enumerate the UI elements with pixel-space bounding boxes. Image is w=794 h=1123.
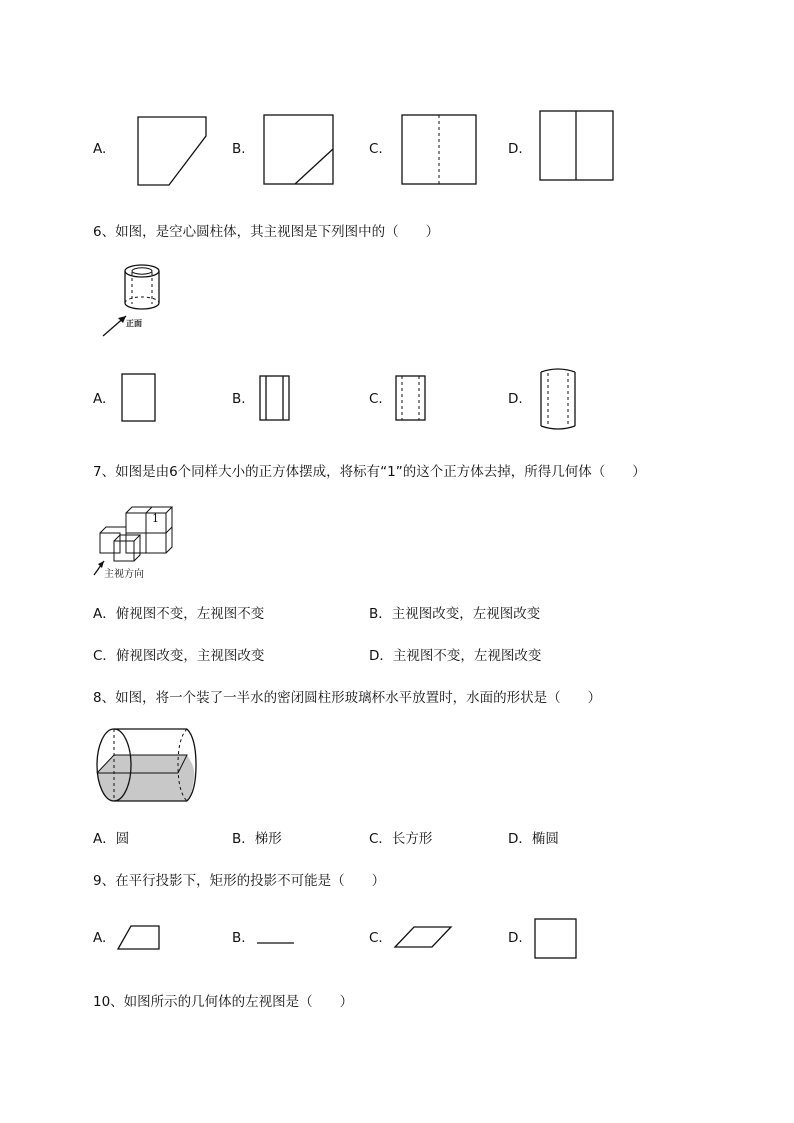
q5-option-c-label: C.: [369, 141, 383, 157]
q9-option-d-label: D.: [508, 930, 523, 946]
q7-option-d: D．主视图不变，左视图改变: [369, 648, 542, 664]
q7-figure-label: 主视方向: [104, 569, 144, 580]
q7-option-a: A．俯视图不变，左视图不变: [93, 606, 265, 622]
q6-option-d-figure: [538, 368, 580, 432]
q7-option-c: C．俯视图改变，主视图改变: [93, 648, 265, 664]
q6-option-b-label: B.: [232, 391, 246, 407]
q5-option-b-figure: [263, 114, 335, 186]
q10-stem: 10、如图所示的几何体的左视图是（ ）: [93, 994, 354, 1010]
q7-option-b: B．主视图改变，左视图改变: [369, 606, 541, 622]
q5-option-a-label: A.: [93, 141, 107, 157]
q8-option-b: B．梯形: [232, 831, 282, 847]
q6-stem: 6、如图，是空心圆柱体，其主视图是下列图中的（ ）: [93, 224, 440, 240]
q8-option-a: A．圆: [93, 831, 130, 847]
q8-option-d: D．椭圆: [508, 831, 559, 847]
q7-stem: 7、如图是由6个同样大小的正方体摆成，将标有“1”的这个正方体去掉，所得几何体（ ）: [93, 464, 646, 480]
q9-option-c-label: C.: [369, 930, 383, 946]
q6-option-c-label: C.: [369, 391, 383, 407]
q9-option-b-figure: [256, 942, 296, 946]
q5-option-c-figure: [401, 114, 477, 186]
q5-option-d-figure: [539, 110, 615, 182]
q7-cube-mark: 1: [152, 512, 159, 525]
q6-figure-label: 正面: [126, 319, 142, 328]
q9-option-a-figure: [117, 925, 163, 951]
q8-horizontal-cylinder-figure: [94, 728, 198, 804]
q8-stem: 8、如图，将一个装了一半水的密闭圆柱形玻璃杯水平放置时，水面的形状是（ ）: [93, 690, 602, 706]
q6-option-d-label: D.: [508, 391, 523, 407]
q5-option-d-label: D.: [508, 141, 523, 157]
q8-option-c: C．长方形: [369, 831, 433, 847]
q9-option-c-figure: [394, 926, 454, 950]
q9-stem: 9、在平行投影下，矩形的投影不可能是（ ）: [93, 873, 386, 889]
q9-option-d-figure: [534, 918, 578, 960]
q6-option-c-figure: [395, 375, 427, 421]
q9-option-a-label: A.: [93, 930, 107, 946]
q6-option-a-label: A.: [93, 391, 107, 407]
q6-option-b-figure: [259, 375, 291, 421]
q6-option-a-figure: [121, 373, 157, 423]
q9-option-b-label: B.: [232, 930, 246, 946]
q5-option-b-label: B.: [232, 141, 246, 157]
q5-option-a-figure: [137, 116, 209, 188]
q6-hollow-cylinder-figure: [100, 262, 170, 342]
